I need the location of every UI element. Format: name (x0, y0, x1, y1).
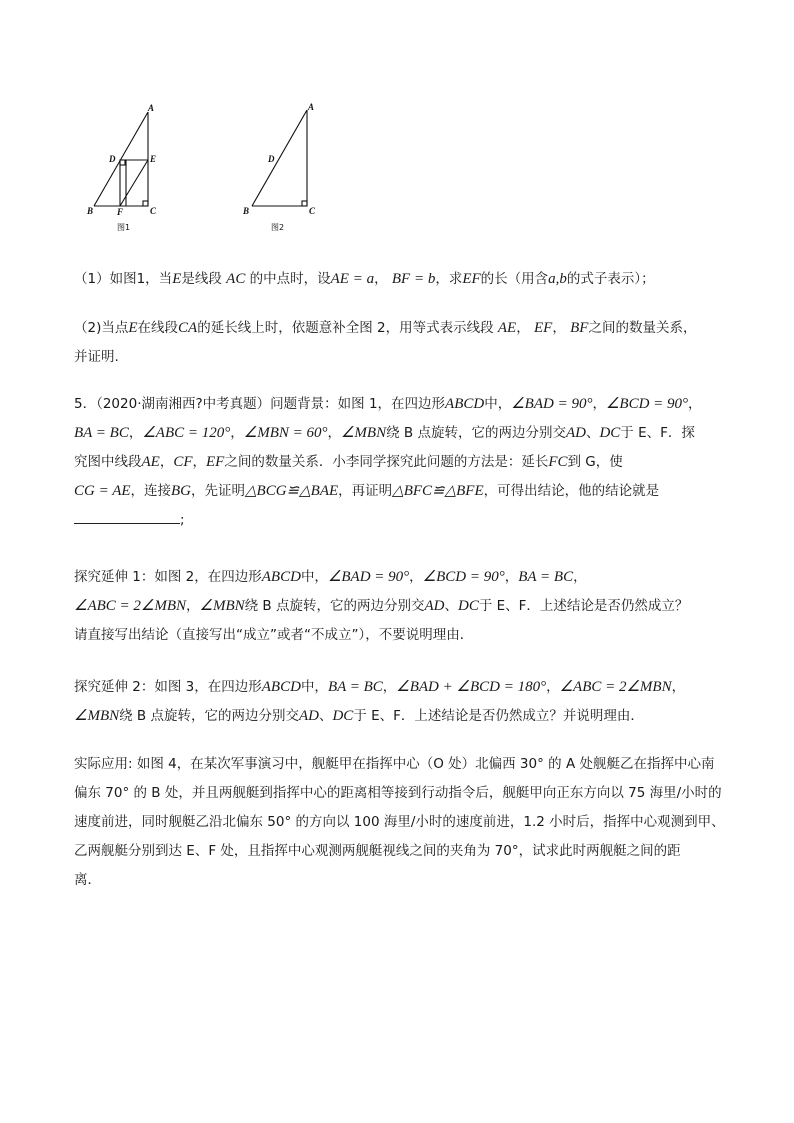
fig1-label-e: E (150, 154, 157, 164)
text: ， (192, 454, 206, 470)
figure-2 (236, 100, 326, 240)
math: AD (298, 708, 319, 724)
math: ∠MBN (340, 425, 387, 441)
math: BF = b (391, 271, 436, 287)
fig1-label-b: B (87, 206, 94, 216)
question-1 (74, 265, 744, 294)
math: CG = AE (74, 483, 131, 499)
text: ， (546, 679, 560, 695)
application-line-2: 偏东 70° 的 B 处，并且两舰艇到指挥中心的距离相等接到行动指令后，舰艇甲向正东方向以 75 海里/小时的 (74, 785, 722, 801)
math: CA (178, 320, 198, 336)
text: 于 E、F．上述结论是否仍然成立？ (478, 598, 689, 614)
text: 5．（2020·湖南湘西?中考真题）问题背景：如图 1，在四边形 (74, 396, 446, 412)
problem-5-line-5 (74, 506, 744, 535)
text: 绕 B 点旋转，它的两边分别交 (119, 708, 299, 724)
math: ∠ABC = 120° (142, 425, 231, 441)
math: △BCG≌△BAE (245, 483, 339, 499)
math: AD (565, 425, 586, 441)
text: 之间的数量关系， (588, 320, 697, 336)
extension-1-line-1 (74, 563, 744, 592)
text: ，求 (435, 271, 463, 287)
text: ， (186, 598, 200, 614)
math: BA = BC (327, 679, 383, 695)
text: ， (592, 396, 606, 412)
text: 到 G，使 (567, 454, 623, 470)
text: ， (688, 396, 702, 412)
text: 绕 B 点旋转，它的两边分别交 (244, 598, 425, 614)
problem-5-line-4 (74, 477, 744, 506)
figure-1 (80, 100, 170, 240)
fig1-label-a: A (148, 103, 155, 113)
text: ， (128, 425, 143, 441)
text: 、 (585, 425, 600, 441)
math: AD (424, 598, 445, 614)
fig2-caption: 图2 (271, 223, 285, 232)
math: ABCD (261, 679, 301, 695)
text: 的式子表示）； (566, 271, 655, 287)
text: ， (159, 454, 174, 470)
question-2 (74, 314, 744, 372)
text: 中， (300, 569, 328, 585)
question-1-line (74, 265, 744, 294)
math: ∠BCD = 90° (605, 396, 689, 412)
application-line-5: 离． (74, 872, 101, 888)
text: 于 E、F．探 (620, 425, 695, 441)
text: ， (671, 679, 686, 695)
math: DC (457, 598, 479, 614)
fig1-caption: 图1 (117, 223, 131, 232)
text: ， (504, 569, 519, 585)
math: ∠BAD = 90° (327, 569, 410, 585)
math: BF (570, 320, 589, 336)
fig2-label-b: B (243, 206, 250, 216)
problem-5-line-3 (74, 448, 744, 477)
math: BA = BC (518, 569, 574, 585)
text: ; (180, 512, 185, 528)
extension-2-line-2 (74, 702, 744, 731)
text: 之间的数量关系．小李同学探究此问题的方法是：延长 (224, 454, 549, 470)
text: 中， (484, 396, 512, 412)
question-2-line-2: 并证明. (74, 349, 119, 365)
math: AE = a (330, 271, 375, 287)
math: ∠MBN = 60° (243, 425, 328, 441)
math: EF (206, 454, 225, 470)
math: ∠BCD = 90° (422, 569, 505, 585)
text: 的延长线上时，依题意补全图 2，用等式表示线段 (197, 320, 494, 336)
text: （1）如图1，当 (74, 271, 173, 287)
math: AE (141, 454, 160, 470)
text: 、 (444, 598, 458, 614)
text: ，可得出结论，他的结论就是 (483, 483, 660, 499)
math: ∠ABC = 2∠MBN (74, 598, 187, 614)
text: 究图中线段 (74, 454, 142, 470)
answer-blank[interactable] (74, 509, 180, 524)
math: AE (497, 320, 517, 336)
fig1-label-f: F (117, 207, 124, 217)
question-2-line-1 (74, 314, 744, 343)
math: E (172, 271, 182, 287)
application (74, 750, 744, 895)
application-line-3: 速度前进，同时舰艇乙沿北偏东 50° 的方向以 100 海里/小时的速度前进，1.2 小时后，指挥中心观测到甲、 (74, 814, 725, 830)
math: △BFC≌△BFE (392, 483, 484, 499)
problem-5-line-1 (74, 390, 744, 419)
fig2-label-d: D (268, 154, 275, 164)
math: ABCD (445, 396, 485, 412)
text: ， (552, 320, 566, 336)
text: 绕 B 点旋转，它的两边分别交 (386, 425, 566, 441)
problem-5 (74, 390, 744, 535)
fig1-label-d: D (109, 154, 116, 164)
math: BG (171, 483, 192, 499)
math: ABCD (261, 569, 301, 585)
text: ，连接 (130, 483, 172, 499)
math: CF (173, 454, 193, 470)
extension-1-line-2 (74, 592, 744, 621)
text: ， (327, 425, 341, 441)
text: 探究延伸 1：如图 2，在四边形 (74, 569, 262, 585)
problem-5-line-2 (74, 419, 744, 448)
math: a,b (548, 271, 567, 287)
math: ∠ABC = 2∠MBN (559, 679, 672, 695)
text: ， (230, 425, 244, 441)
math: EF (462, 271, 481, 287)
extension-2-line-1 (74, 673, 744, 702)
extension-1 (74, 563, 744, 650)
text: （2)当点 (74, 320, 129, 336)
text: 在线段 (137, 320, 179, 336)
text: 、 (318, 708, 333, 724)
math: DC (599, 425, 621, 441)
text: 探究延伸 2：如图 3，在四边形 (74, 679, 262, 695)
text: 的中点时，设 (249, 271, 331, 287)
math: EF (534, 320, 553, 336)
text: ，先证明 (191, 483, 246, 499)
text: ， (573, 569, 587, 585)
application-line-4: 乙两舰艇分别到达 E、F 处，且指挥中心观测两舰艇视线之间的夹角为 70°，试求此时两舰艇之间的距 (74, 843, 681, 859)
application-line-1: 实际应用: 如图 4，在某次军事演习中，舰艇甲在指挥中心（O 处）北偏西 30° 的 A 处舰艇乙在指挥中心南 (74, 756, 715, 772)
math: ∠MBN (74, 708, 120, 724)
math: BA = BC (74, 425, 129, 441)
math: ∠MBN (199, 598, 245, 614)
extension-2 (74, 673, 744, 731)
text: 是线段 (181, 271, 222, 287)
math: ∠BAD = 90° (511, 396, 593, 412)
text: ， (516, 320, 530, 336)
text: ，再证明 (338, 483, 393, 499)
math: AC (226, 271, 246, 287)
text: 的长（用含 (480, 271, 549, 287)
math: FC (548, 454, 568, 470)
fig2-label-c: C (309, 206, 316, 216)
text: ， (382, 679, 397, 695)
text: 中， (300, 679, 328, 695)
text: ， (374, 271, 388, 287)
math: E (128, 320, 138, 336)
fig1-label-c: C (150, 206, 157, 216)
text: ， (409, 569, 423, 585)
fig2-label-a: A (308, 102, 315, 112)
extension-1-line-3: 请直接写出结论（直接写出“成立”或者“不成立”），不要说明理由． (74, 627, 474, 643)
text: 于 E、F．上述结论是否仍然成立？并说明理由． (353, 708, 644, 724)
math: DC (332, 708, 354, 724)
math: ∠BAD + ∠BCD = 180° (396, 679, 547, 695)
